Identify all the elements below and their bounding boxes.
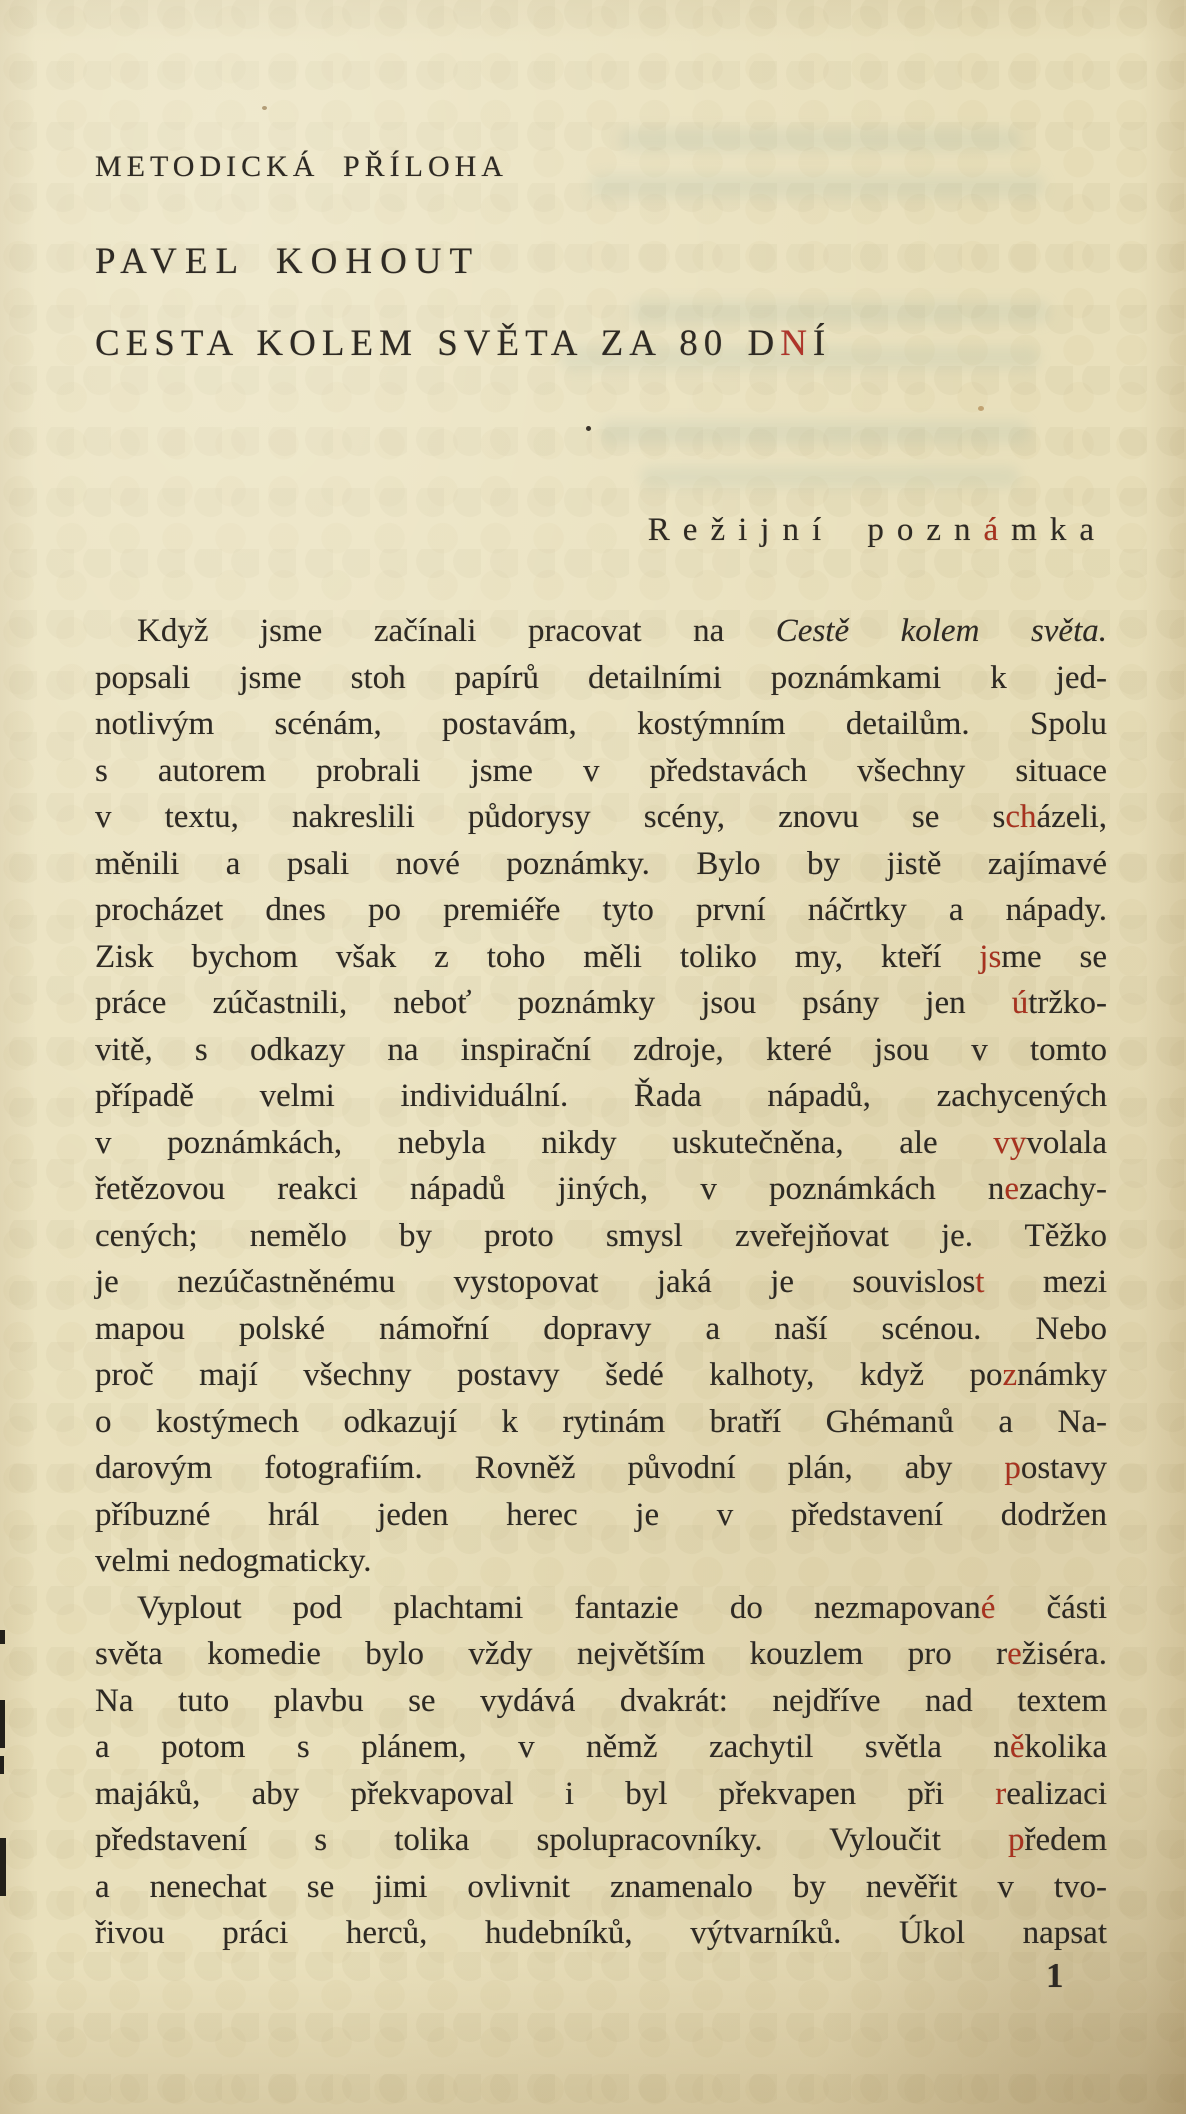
body-red-ink-text: p [1008, 1822, 1025, 1858]
author-text: PAVEL KOHOUT [95, 241, 481, 282]
body-line [95, 1864, 1107, 1911]
body-run-text: darovým fotografiím. Rovněž původní plán, aby [95, 1450, 1005, 1486]
body-line [95, 1399, 1107, 1446]
body-line [95, 1213, 1107, 1260]
body-italic-text: Cestě kolem světa. [775, 613, 1107, 649]
body-red-ink-text: js [979, 938, 1002, 975]
body-run-text: notlivým scénám, postavám, kostýmním detailům. Spolu [95, 706, 1107, 742]
body-run-text: zachy- [1019, 1171, 1107, 1207]
author-heading [95, 240, 480, 283]
body-run-text: mapou polské námořní dopravy a naší scénou. Nebo [95, 1310, 1107, 1347]
body-line [95, 655, 1107, 702]
body-line [95, 1771, 1107, 1818]
body-line [95, 701, 1107, 748]
body-red-ink-text: é [980, 1589, 996, 1626]
kicker-heading [95, 150, 508, 184]
body-line [95, 1910, 1107, 1957]
body-line [95, 1492, 1107, 1539]
body-line [95, 1445, 1107, 1492]
body-line [95, 794, 1107, 841]
section-heading-red-letter: á [983, 512, 1012, 548]
page-edge-print-artifact [0, 1630, 5, 1644]
body-line [95, 887, 1107, 934]
body-run-text: příbuzné hrál jeden herec je v představení dodržen [95, 1496, 1107, 1533]
body-line [95, 1306, 1107, 1353]
body-run-text: a potom s plánem, v němž zachytil světla n [95, 1729, 1010, 1765]
section-heading [95, 512, 1107, 549]
body-line [95, 1585, 1107, 1632]
body-run-text: Zisk bychom však z toho měli toliko my, kteří [95, 938, 980, 975]
body-run-text: v textu, nakreslili půdorysy scény, znovu se s [95, 799, 1006, 835]
body-red-ink-text: z [1002, 1357, 1018, 1393]
body-run-text: proč mají všechny postavy šedé kalhoty, když po [95, 1357, 1003, 1393]
body-run-text: volala [1026, 1124, 1107, 1161]
body-run-text: měnili a psali nové poznámky. Bylo by jistě zajímavé [95, 845, 1107, 882]
body-run-text: Vyplout pod plachtami fantazie do nezmapovan [137, 1589, 981, 1626]
body-line [95, 748, 1107, 795]
body-run-text: v poznámkách, nebyla nikdy uskutečněna, ale [95, 1124, 994, 1161]
body-run-text: tržko- [1028, 985, 1107, 1021]
body-run-text: Na tuto plavbu se vydává dvakrát: nejdříve nad textem [95, 1682, 1107, 1719]
body-line [95, 841, 1107, 888]
body-line [95, 1352, 1107, 1399]
book-title-text-end: Í [812, 323, 832, 364]
body-line [95, 934, 1107, 981]
body-run-text: s autorem probrali jsme v představách všechny situace [95, 752, 1107, 789]
body-run-text: ředem [1024, 1822, 1107, 1858]
body-red-ink-text: ch [1005, 799, 1037, 835]
body-run-text: majáků, aby překvapoval i byl překvapen při [95, 1775, 996, 1812]
body-run-text: Když jsme začínali pracovat na [137, 613, 776, 649]
body-line [95, 1538, 1107, 1585]
paper-speck [586, 426, 591, 431]
body-run-text: námky [1017, 1357, 1107, 1393]
ink-bleedthrough-artifact [640, 466, 1020, 488]
body-run-text: me se [1001, 938, 1107, 975]
ink-bleedthrough-artifact [590, 174, 1045, 198]
body-run-text: případě velmi individuální. Řada nápadů, zachycených [95, 1078, 1107, 1114]
body-run-text: popsali jsme stoh papírů detailními poznámkami k jed- [95, 659, 1107, 696]
body-red-ink-text: ú [1011, 985, 1029, 1021]
body-line [95, 980, 1107, 1027]
ink-bleedthrough-artifact [630, 300, 1050, 324]
page-edge-print-artifact [0, 1756, 4, 1774]
kicker-text: METODICKÁ PŘÍLOHA [95, 150, 508, 183]
body-line [95, 1166, 1107, 1213]
page-edge-print-artifact [0, 1700, 5, 1748]
body-run-text: procházet dnes po premiéře tyto první náčrtky a nápady. [95, 892, 1107, 928]
body-run-text: řetězovou reakci nápadů jiných, v poznámkách n [95, 1171, 1005, 1207]
body-run-text: velmi nedogmaticky. [95, 1543, 372, 1579]
body-line [95, 1817, 1107, 1864]
ink-bleedthrough-artifact [620, 128, 1020, 152]
body-run-text: řivou práci herců, hudebníků, výtvarníků. Úkol napsat [95, 1915, 1107, 1951]
body-red-ink-text: r [995, 1775, 1007, 1812]
body-red-ink-text: e [1007, 1636, 1022, 1672]
body-line [95, 1027, 1107, 1074]
body-red-ink-text: ě [1009, 1729, 1025, 1765]
page-edge-print-artifact [0, 1838, 6, 1896]
body-run-text: mezi [984, 1264, 1107, 1300]
page-number: 1 [1046, 1956, 1064, 1995]
body-red-ink-text: t [975, 1264, 985, 1300]
body-red-ink-text: p [1004, 1450, 1021, 1486]
body-line [95, 1073, 1107, 1120]
body-line [95, 1631, 1107, 1678]
body-line [95, 1259, 1107, 1306]
body-run-text: vitě, s odkazy na inspirační zdroje, které jsou v tomto [95, 1031, 1107, 1068]
body-run-text: světa komedie bylo vždy největším kouzlem pro r [95, 1636, 1008, 1672]
body-red-ink-text: e [1004, 1171, 1020, 1207]
book-title-text: CESTA KOLEM SVĚTA ZA 80 D [95, 323, 781, 364]
body-run-text: a nenechat se jimi ovlivnit znamenalo by nevěřit v tvo- [95, 1868, 1107, 1905]
body-run-text: části [995, 1589, 1107, 1626]
ink-bleedthrough-artifact [600, 420, 1030, 444]
section-heading-text-end: mka [1011, 512, 1107, 548]
body-run-text: ázeli, [1036, 799, 1107, 835]
book-title-heading [95, 322, 831, 365]
body-line [95, 1678, 1107, 1725]
book-title-red-letter: N [780, 323, 813, 364]
body-line [95, 1724, 1107, 1771]
body-run-text: představení s tolika spolupracovníky. Vyloučit [95, 1822, 1009, 1858]
body-text [95, 608, 1107, 1957]
paper-speck [262, 106, 267, 110]
body-line [95, 608, 1107, 655]
body-run-text: práce zúčastnili, neboť poznámky jsou psány jen [95, 985, 1012, 1021]
body-run-text: o kostýmech odkazují k rytinám bratří Ghémanů a Na- [95, 1403, 1107, 1440]
body-run-text: je nezúčastněnému vystopovat jaká je souvislos [95, 1264, 976, 1300]
body-line [95, 1120, 1107, 1167]
body-run-text: ostavy [1020, 1450, 1107, 1486]
body-run-text: kolika [1024, 1729, 1107, 1765]
body-run-text: cených; nemělo by proto smysl zveřejňovat je. Těžko [95, 1217, 1107, 1254]
body-run-text: ealizaci [1006, 1775, 1107, 1812]
body-run-text: žiséra. [1021, 1636, 1107, 1672]
body-red-ink-text: vy [993, 1124, 1027, 1161]
paper-speck [978, 406, 984, 411]
section-heading-text: Režijní pozn [647, 512, 984, 548]
